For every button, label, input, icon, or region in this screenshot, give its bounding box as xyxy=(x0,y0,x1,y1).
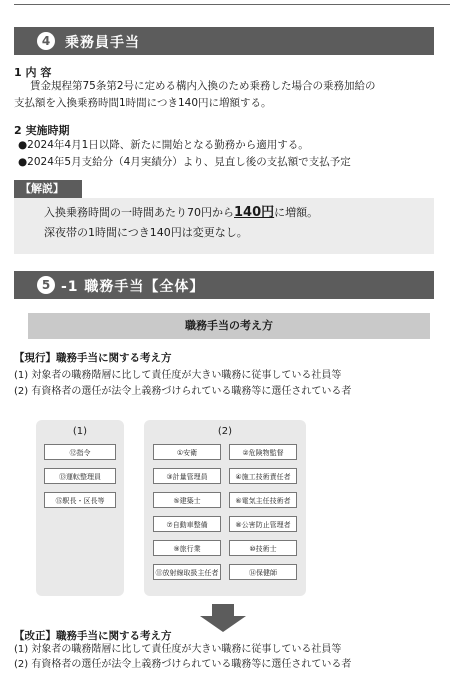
section-4-number: 4 xyxy=(37,32,55,50)
content-line-1: 賃金規程第75条第2号に定める構内入換のため乗務した場合の乗務加給の xyxy=(30,80,376,92)
group-2-item: ⑥電気主任技術者 xyxy=(229,492,297,508)
down-arrow-icon xyxy=(212,604,234,616)
group-2-item: ③計量管理員 xyxy=(153,468,221,484)
explanation-amount: 140円 xyxy=(234,205,275,220)
group-2-item: ⑤建築士 xyxy=(153,492,221,508)
section-5-number: 5 xyxy=(37,276,55,294)
current-heading: 【現行】職務手当に関する考え方 xyxy=(14,352,172,364)
group-1-panel xyxy=(36,420,124,596)
section-4-title: 乗務員手当 xyxy=(65,35,140,51)
section-5-header xyxy=(14,271,434,299)
group-1-item: ⑫指令 xyxy=(44,444,116,460)
group-2-item: ⑧公害防止管理者 xyxy=(229,516,297,532)
current-item-2: (2) 有資格者の選任が法令上義務づけられている職務等に選任されている者 xyxy=(14,386,352,397)
explanation-box xyxy=(14,198,434,254)
explanation-line-1-post: に増額。 xyxy=(274,206,319,219)
group-2-item: ④施工技術責任者 xyxy=(229,468,297,484)
section-4-header xyxy=(14,27,434,55)
content-heading: 1 内 容 xyxy=(14,66,52,79)
group-2-panel xyxy=(144,420,306,596)
group-2-item: ①安衛 xyxy=(153,444,221,460)
revised-item-2: (2) 有資格者の選任が法令上義務づけられている職務等に選任されている者 xyxy=(14,659,352,670)
content-line-2: 支払額を入換乗務時間1時間につき140円に増額する。 xyxy=(14,97,272,109)
explanation-tag: 【解説】 xyxy=(14,180,82,198)
group-2-item: ⑪放射線取扱主任者 xyxy=(153,564,221,580)
group-1-label: (1) xyxy=(72,426,88,437)
explanation-line-1 xyxy=(44,204,318,222)
explanation-line-2: 深夜帯の1時間につき140円は変更なし。 xyxy=(44,226,248,239)
top-rule xyxy=(14,4,450,5)
group-1-item: ⑬運転整理員 xyxy=(44,468,116,484)
group-2-item: ⑩技術士 xyxy=(229,540,297,556)
section-5-title: -1 職務手当【全体】 xyxy=(61,279,205,295)
group-1-item: ⑮駅長・区長等 xyxy=(44,492,116,508)
subsection-band: 職務手当の考え方 xyxy=(28,313,430,339)
explanation-line-1-pre: 入換乗務時間の一時間あたり70円から xyxy=(44,206,234,219)
group-2-item: ⑦自動車整備 xyxy=(153,516,221,532)
group-2-label: (2) xyxy=(217,426,233,437)
down-arrow-head-icon xyxy=(200,616,246,632)
schedule-bullet-1: ●2024年4月1日以降、新たに開始となる勤務から適用する。 xyxy=(18,139,309,151)
revised-heading: 【改正】職務手当に関する考え方 xyxy=(14,630,172,642)
revised-item-1: (1) 対象者の職務階層に比して責任度が大きい職務に従事している社員等 xyxy=(14,644,342,655)
current-item-1: (1) 対象者の職務階層に比して責任度が大きい職務に従事している社員等 xyxy=(14,370,342,381)
group-2-item: ②危険物監督 xyxy=(229,444,297,460)
schedule-heading: 2 実施時期 xyxy=(14,124,70,137)
group-2-item: ⑭保健師 xyxy=(229,564,297,580)
group-2-item: ⑨旅行業 xyxy=(153,540,221,556)
schedule-bullet-2: ●2024年5月支給分（4月実績分）より、見直し後の支払額で支払予定 xyxy=(18,156,351,168)
